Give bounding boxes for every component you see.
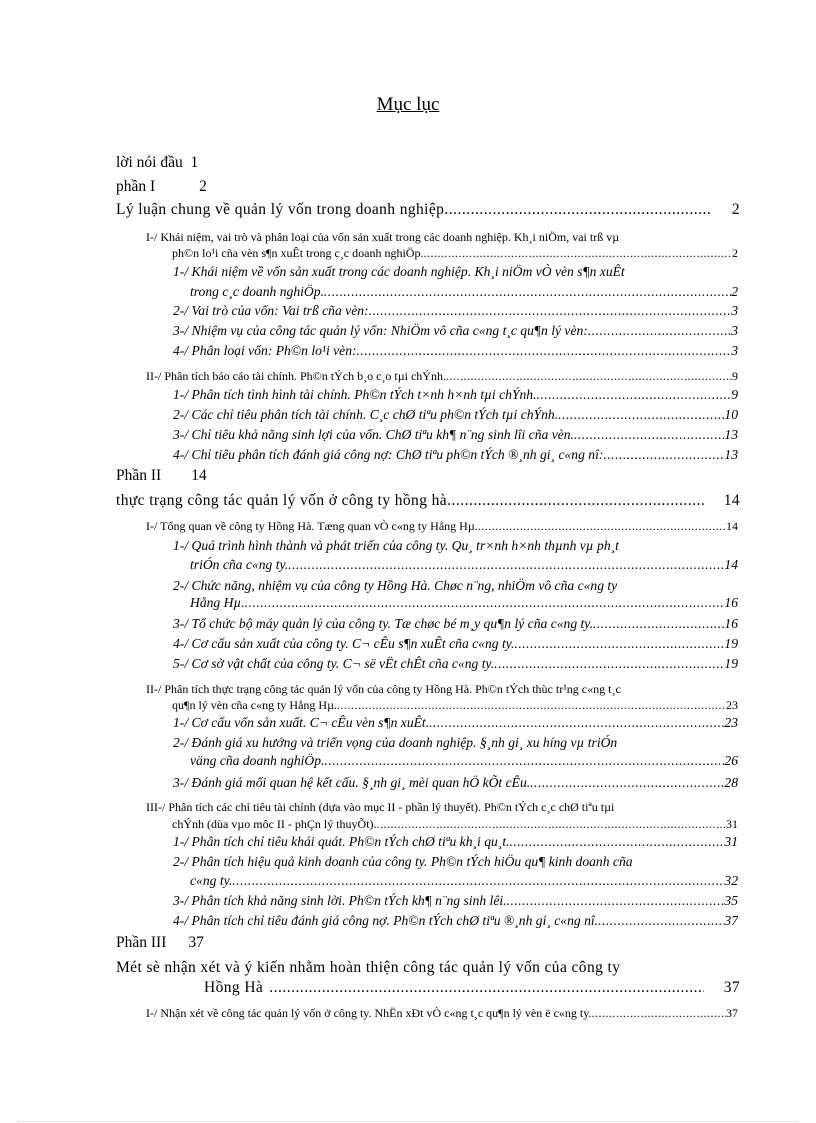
toc-entry-page: 19: [724, 636, 738, 651]
toc-entry-text: 3-/ Đánh giá mối quan hệ kết cấu. §¸nh gi¸ mèi quan hÖ kÕt cÊu.: [173, 775, 531, 790]
toc-entry-text: 4-/ Phân tích chỉ tiêu đánh giá công nợ. Ph©n tÝch chØ tiªu ®¸nh gi¸ c«ng nî.: [173, 913, 599, 928]
toc-entry: [146, 519, 738, 534]
toc-entry-text: phần I: [116, 178, 156, 195]
toc-entry-text: III-/ Phân tích các chỉ tiêu tài chính (dựa vào mục II - phần lý thuyết). Ph©n tÝch c¸c chØ tiªu tµi: [146, 800, 615, 814]
toc-entry: [190, 873, 738, 889]
toc-entry-page: 13: [724, 447, 738, 462]
toc-leader-dots: [245, 595, 725, 611]
page-bottom-rule: [18, 1121, 798, 1122]
toc-leader-dots: [446, 369, 732, 384]
toc-entry-text: 2-/ Vai trò của vốn: Vai trß cña vèn:: [173, 303, 369, 318]
toc-entry-page: 37: [188, 934, 204, 951]
toc-entry: [173, 407, 738, 423]
toc-leader-dots: [494, 656, 724, 672]
toc-entry-text: 3-/ Phân tích khả năng sinh lời. Ph©n tÝch kh¶ n¨ng sinh lêi.: [173, 893, 507, 908]
toc-leader-dots: [591, 1006, 726, 1021]
toc-entry-text: 2-/ Chức năng, nhiệm vụ của công ty Hồng Hà. Chøc n¨ng, nhiÖm vô cña c«ng ty: [173, 578, 618, 593]
toc-entry-page: 13: [724, 427, 738, 442]
toc-entry-text: II-/ Phân tích thực trạng công tác quản lý vốn của công ty Hồng Hà. Ph©n tÝch thùc tr¹ng c«ng t¸c: [146, 682, 621, 696]
toc-leader-dots: [530, 775, 724, 791]
toc-entry-page: 31: [724, 834, 738, 849]
toc-entry: [173, 636, 738, 652]
toc-leader-dots: [377, 817, 726, 832]
toc-entry: [116, 959, 620, 977]
toc-entry: [173, 264, 625, 280]
toc-entry-page: 2: [732, 246, 738, 260]
toc-entry-page: 32: [724, 873, 738, 888]
toc-entry: [172, 246, 738, 261]
toc-entry-page: 3: [731, 323, 738, 338]
toc-entry: [172, 698, 738, 713]
toc-entry-text: 3-/ Nhiệm vụ của công tác quản lý vốn: NhiÖm vô cña c«ng t¸c qu¶n lý vèn:: [173, 323, 588, 338]
toc-entry: [190, 595, 738, 611]
toc-leader-dots: [514, 636, 724, 652]
toc-entry-page: 1: [190, 154, 199, 171]
toc-entry-page: 37: [723, 979, 740, 996]
toc-entry-page: 3: [731, 343, 738, 358]
toc-entry-page: 23: [724, 715, 738, 730]
toc-entry-text: Phần III: [116, 934, 167, 951]
toc-entry-page: 9: [732, 369, 738, 383]
toc-entry-page: 14: [191, 467, 207, 484]
toc-entry: [173, 447, 738, 463]
toc-entry: [190, 284, 738, 300]
toc-entry: [173, 854, 633, 870]
toc-entry-text: trong c¸c doanh nghiÖp.: [190, 284, 324, 299]
toc-entry-text: ph©n lo¹i cña vèn s¶n xuÊt trong c¸c doanh nghiÖp.: [172, 246, 424, 260]
toc-leader-dots: [444, 201, 712, 219]
toc-entry-text: 1-/ Khái niệm về vốn sản xuất trong các doanh nghiệp. Kh¸i niÖm vÒ vèn s¶n xuÊt: [173, 264, 625, 279]
toc-leader-dots: [598, 913, 724, 929]
toc-entry-text: Phần II: [116, 467, 162, 484]
toc-entry-page: 3: [731, 303, 738, 318]
toc-entry: [173, 616, 738, 632]
toc-entry-page: 16: [724, 616, 738, 631]
toc-entry: [116, 154, 198, 172]
toc-entry-text: thực trạng công tác quản lý vốn ở công ty hồng hà: [116, 492, 448, 509]
toc-entry-text: 4-/ Cơ cấu sản xuất của công ty. C¬ cÊu s¶n xuÊt cña c«ng ty.: [173, 636, 515, 651]
toc-entry-text: qu¶n lý vèn cña c«ng ty Hång Hµ.: [172, 698, 337, 712]
toc-entry-text: Hồng Hà: [204, 979, 264, 996]
toc-leader-dots: [593, 616, 724, 632]
toc-leader-dots: [507, 893, 725, 909]
toc-entry-text: 1-/ Phân tích chỉ tiêu khái quát. Ph©n tÝch chØ tiªu kh¸i qu¸t.: [173, 834, 510, 849]
toc-entry-text: 4-/ Chỉ tiêu phân tích đánh giá công nợ: ChØ tiªu ph©n tÝch ®¸nh gi¸ c«ng nî:: [173, 447, 604, 462]
toc-entry-text: 3-/ Chỉ tiêu khả năng sinh lợi của vốn. ChØ tiªu kh¶ n¨ng sinh lîi cña vèn.: [173, 427, 574, 442]
toc-leader-dots: [324, 753, 724, 769]
toc-entry-text: chÝnh (dùa vµo môc II - phÇn lý thuyÕt).: [172, 817, 377, 831]
toc-entry-page: 23: [726, 698, 738, 712]
toc-entry: [173, 538, 619, 554]
toc-entry: [116, 201, 740, 219]
toc-entry-page: 19: [724, 656, 738, 671]
toc-entry: [146, 369, 738, 384]
toc-entry-text: I-/ Nhận xét về công tác quản lý vốn ở công ty. NhËn xÐt vÒ c«ng t¸c qu¶n lý vèn ë c«ng ty.: [146, 1006, 592, 1020]
toc-entry: [190, 753, 738, 769]
toc-entry: [173, 656, 738, 672]
toc-entry-text: II-/ Phân tích báo cáo tài chính. Ph©n tÝch b¸o c¸o tµi chÝnh.: [146, 369, 446, 383]
toc-entry-page: 14: [723, 492, 740, 509]
toc-entry-page: 14: [724, 557, 738, 572]
toc-entry-page: 2: [199, 178, 207, 195]
toc-leader-dots: [478, 519, 726, 534]
toc-leader-dots: [324, 284, 731, 300]
toc-entry-text: 2-/ Phân tích hiệu quả kinh doanh của công ty. Ph©n tÝch hiÖu qu¶ kinh doanh cña: [173, 854, 633, 869]
toc-entry-text: I-/ Tổng quan về công ty Hồng Hà. Tæng quan vÒ c«ng ty Hång Hµ.: [146, 519, 478, 533]
toc-entry-page: 16: [724, 595, 738, 610]
toc-entry-text: I-/ Khái niệm, vai trò và phân loại của vốn sản xuất trong các doanh nghiệp. Kh¸i niÖm, vai trß vµ: [146, 230, 620, 244]
toc-entry: [116, 178, 207, 196]
toc-entry-page: 37: [724, 913, 738, 928]
toc-entry-page: 35: [724, 893, 738, 908]
toc-entry-page: 2: [731, 284, 738, 299]
toc-entry: [173, 387, 738, 403]
toc-leader-dots: [510, 834, 725, 850]
toc-entry-text: 1-/ Quá trình hình thành và phát triển của công ty. Qu¸ tr×nh h×nh thµnh vµ ph¸t: [173, 538, 619, 553]
toc-leader-dots: [429, 715, 724, 731]
toc-entry: [146, 1006, 738, 1021]
toc-entry-page: 28: [724, 775, 738, 790]
toc-entry-text: Lý luận chung về quản lý vốn trong doanh nghiệp: [116, 201, 445, 218]
page-title: Mục lục: [376, 94, 440, 115]
toc-leader-dots: [423, 246, 732, 261]
toc-entry-text: 2-/ Các chỉ tiêu phân tích tài chính. C¸c chØ tiªu ph©n tÝch tµi chÝnh.: [173, 407, 559, 422]
toc-leader-dots: [447, 492, 704, 510]
toc-entry: [190, 557, 738, 573]
toc-leader-dots: [337, 698, 726, 713]
toc-entry: [173, 303, 738, 319]
toc-leader-dots: [537, 387, 732, 403]
toc-entry-page: 37: [726, 1006, 738, 1020]
toc-entry: [173, 427, 738, 443]
toc-leader-dots: [603, 447, 724, 463]
toc-entry: [204, 979, 740, 997]
toc-entry: [173, 913, 738, 929]
toc-entry: [116, 492, 740, 510]
toc-entry: [173, 735, 617, 751]
toc-entry-text: 1-/ Cơ cấu vốn sản xuất. C¬ cÊu vèn s¶n xuÊt.: [173, 715, 430, 730]
toc-entry: [146, 682, 621, 697]
toc-entry-text: 1-/ Phân tích tình hình tài chính. Ph©n tÝch t×nh h×nh tµi chÝnh.: [173, 387, 537, 402]
toc-entry: [173, 775, 738, 791]
toc-entry: [116, 934, 204, 952]
toc-entry-page: 2: [731, 201, 740, 218]
toc-entry-page: 14: [726, 519, 738, 533]
toc-entry-page: 9: [731, 387, 738, 402]
toc-entry-text: triÓn cña c«ng ty.: [190, 557, 289, 572]
toc-entry-text: Hång Hµ.: [190, 595, 245, 610]
toc-entry: [173, 343, 738, 359]
toc-entry-text: 5-/ Cơ sở vật chất của công ty. C¬ së vËt chÊt cña c«ng ty.: [173, 656, 495, 671]
toc-leader-dots: [357, 343, 732, 359]
toc-entry-text: 3-/ Tổ chức bộ máy quản lý của công ty. Tæ chøc bé m¸y qu¶n lý cña c«ng ty.: [173, 616, 593, 631]
toc-entry: [146, 800, 614, 815]
toc-leader-dots: [558, 407, 724, 423]
toc-leader-dots: [588, 323, 731, 339]
toc-leader-dots: [288, 557, 724, 573]
toc-entry-page: 31: [726, 817, 738, 831]
toc-entry: [172, 817, 738, 832]
toc-leader-dots: [232, 873, 724, 889]
toc-entry-text: c«ng ty.: [190, 873, 233, 888]
toc-entry-text: väng cña doanh nghiÖp.: [190, 753, 325, 768]
toc-entry: [173, 578, 617, 594]
toc-entry-text: 4-/ Phân loại vốn: Ph©n lo¹i vèn:: [173, 343, 357, 358]
toc-entry: [173, 834, 738, 850]
toc-entry: [146, 230, 619, 245]
toc-entry-text: 2-/ Đánh giá xu hướng và triển vọng của doanh nghiệp. §¸nh gi¸ xu híng vµ triÓn: [173, 735, 618, 750]
toc-entry-page: 10: [724, 407, 738, 422]
toc-leader-dots: [574, 427, 724, 443]
toc-entry: [173, 893, 738, 909]
toc-entry: [173, 323, 738, 339]
toc-leader-dots: [369, 303, 732, 319]
toc-entry-text: lời nói đầu: [116, 154, 183, 171]
toc-entry: [173, 715, 738, 731]
toc-entry: [116, 467, 207, 485]
toc-leader-dots: [263, 979, 703, 997]
toc-entry-page: 26: [724, 753, 738, 768]
toc-entry-text: Mét sè nhận xét và ý kiến nhằm hoàn thiện công tác quản lý vốn của công ty: [116, 959, 621, 976]
